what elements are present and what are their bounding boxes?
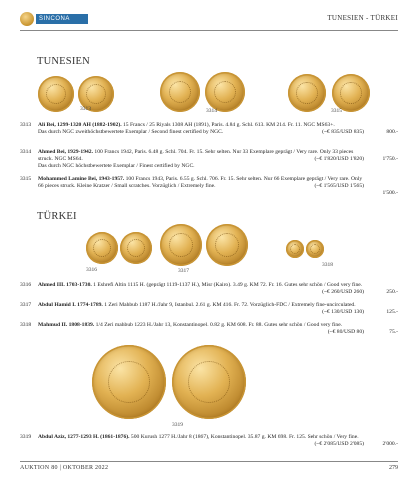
coin-3316-obverse	[86, 232, 118, 264]
lot-description: 1 Eshrefi Altin 1115 H. (geprägt 1119-1137 H.), Misr (Kairo). 3.49 g. KM 72. Fr. 16. Gutes sehr schön / Good very fine.	[91, 282, 363, 288]
lot-title: Abdul Aziz, 1277-1293 H. (1861-1876).	[38, 434, 130, 440]
coin-label-3319: 3319	[172, 422, 183, 428]
lot-number: 3315	[20, 176, 32, 182]
section-title-turkei: TÜRKEI	[37, 211, 77, 222]
lot-note: Das durch NGC zweithöchstbewertete Exemplar / Second finest certified by NGC.	[38, 129, 224, 136]
footer-divider	[20, 461, 398, 462]
lot-number: 3316	[20, 282, 32, 288]
coin-3316-reverse	[120, 232, 152, 264]
lot-estimate: (~€ 1'820/USD 1'820)	[314, 156, 364, 163]
lot-estimate: (~€ 130/USD 130)	[322, 309, 364, 316]
lot-price: 2'000.-	[382, 441, 398, 447]
lot-description: 15 Francs / 25 Riyals 1308 AH (1891), Paris. 4.84 g. Schl. 613. KM 214. Fr. 11. NGC MS63+.	[121, 122, 335, 128]
header-divider	[20, 30, 398, 31]
coin-3317-reverse	[206, 224, 248, 266]
brand-name: SINCONA	[36, 14, 88, 24]
section-heading: TUNESIEN - TÜRKEI	[327, 14, 398, 22]
lot-3313	[20, 122, 398, 142]
coin-3319-obverse	[92, 345, 166, 419]
lot-3315	[20, 176, 398, 198]
lot-price: 1'750.-	[382, 156, 398, 162]
coin-3319-reverse	[172, 345, 246, 419]
lot-estimate: (~€ 260/USD 260)	[322, 289, 364, 296]
lot-3314	[20, 149, 398, 169]
lot-price: 125.-	[386, 309, 398, 315]
lot-number: 3313	[20, 122, 32, 128]
lot-price: 250.-	[386, 289, 398, 295]
coin-label-3318: 3318	[322, 262, 333, 268]
lot-estimate: (~€ 80/USD 80)	[327, 329, 364, 336]
lot-3319	[20, 434, 398, 449]
lot-description: 100 Francs 1943, Paris. 6.55 g. Schl. 706. Fr. 15. Sehr selten. Nur 66 Exemplare geprägt / Very rare. Only 66 pieces struck. Kleine Kratzer / Small scratches. Vorzüglich / Extremely fine.	[38, 176, 363, 190]
coin-label-3313: 3313	[80, 106, 91, 112]
lot-title: Ahmed III. 1703-1730.	[38, 282, 92, 288]
lot-number: 3314	[20, 149, 32, 155]
lot-number: 3318	[20, 322, 32, 328]
page-number: 279	[389, 465, 398, 471]
lot-title: Ahmed Bei, 1929-1942.	[38, 149, 94, 155]
lot-number: 3317	[20, 302, 32, 308]
coin-3315-reverse	[332, 74, 370, 112]
coin-3314-obverse	[160, 72, 200, 112]
lot-title: Abdul Hamid I. 1774-1789.	[38, 302, 103, 308]
lot-description: 1/4 Zeri mahbub 1223 H./Jahr 13, Konstantinopel. 0.82 g. KM 608. Fr. 88. Gutes sehr schön / Good very fine.	[94, 322, 343, 328]
coin-3318-reverse	[306, 240, 324, 258]
lot-title: Mohammed Lamine Bei, 1943-1957.	[38, 176, 125, 182]
coin-3314-reverse	[205, 72, 245, 112]
coin-label-3314: 3314	[206, 108, 217, 114]
lot-price: 1'500.-	[382, 190, 398, 196]
coin-label-3315: 3315	[331, 108, 342, 114]
coin-label-3317: 3317	[178, 268, 189, 274]
lot-price: 75.-	[389, 329, 398, 335]
coin-3315-obverse	[288, 74, 326, 112]
lot-3316	[20, 282, 398, 297]
lot-3317	[20, 302, 398, 317]
footer-auction-info: AUKTION 80 | OKTOBER 2022	[20, 465, 109, 471]
lot-title: Ali Bei, 1299-1320 AH (1882-1902).	[38, 122, 122, 128]
coin-3313-obverse	[38, 76, 74, 112]
coin-logo-icon	[20, 12, 34, 26]
lot-estimate: (~€ 835/USD 835)	[322, 129, 364, 136]
lot-description: 1 Zeri Mahbub 1187 H./Jahr 9, Istanbul. 2.61 g. KM 416. Fr. 72. Vorzüglich-FDC / Extremely fine-uncirculated.	[102, 302, 356, 308]
lot-title: Mahmud II. 1808-1839.	[38, 322, 95, 328]
lot-3318	[20, 322, 398, 337]
lot-description: 500 Kurush 1277 H./Jahr 8 (1867), Konstantinopel. 35.87 g. KM 698. Fr. 125. Sehr schön / Very fine.	[129, 434, 359, 440]
lot-price: 800.-	[386, 129, 398, 135]
lot-estimate: (~€ 2'085/USD 2'085)	[314, 441, 364, 448]
sincona-logo	[20, 12, 88, 26]
section-title-tunesien: TUNESIEN	[37, 56, 90, 67]
lot-estimate: (~€ 1'565/USD 1'565)	[314, 183, 364, 190]
lot-note: Das durch NGC höchstbewertete Exemplar / Finest certified by NGC.	[38, 163, 195, 170]
lot-description: 100 Francs 1942, Paris. 6.48 g. Schl. 704. Fr. 15. Sehr selten. Nur 33 Exemplare geprägt / Very rare. Only 33 pieces struck. NGC MS64.	[38, 149, 354, 163]
coin-label-3316: 3316	[86, 267, 97, 273]
page-header	[20, 12, 398, 28]
coin-3317-obverse	[160, 224, 202, 266]
lot-number: 3319	[20, 434, 32, 440]
coin-3318-obverse	[286, 240, 304, 258]
